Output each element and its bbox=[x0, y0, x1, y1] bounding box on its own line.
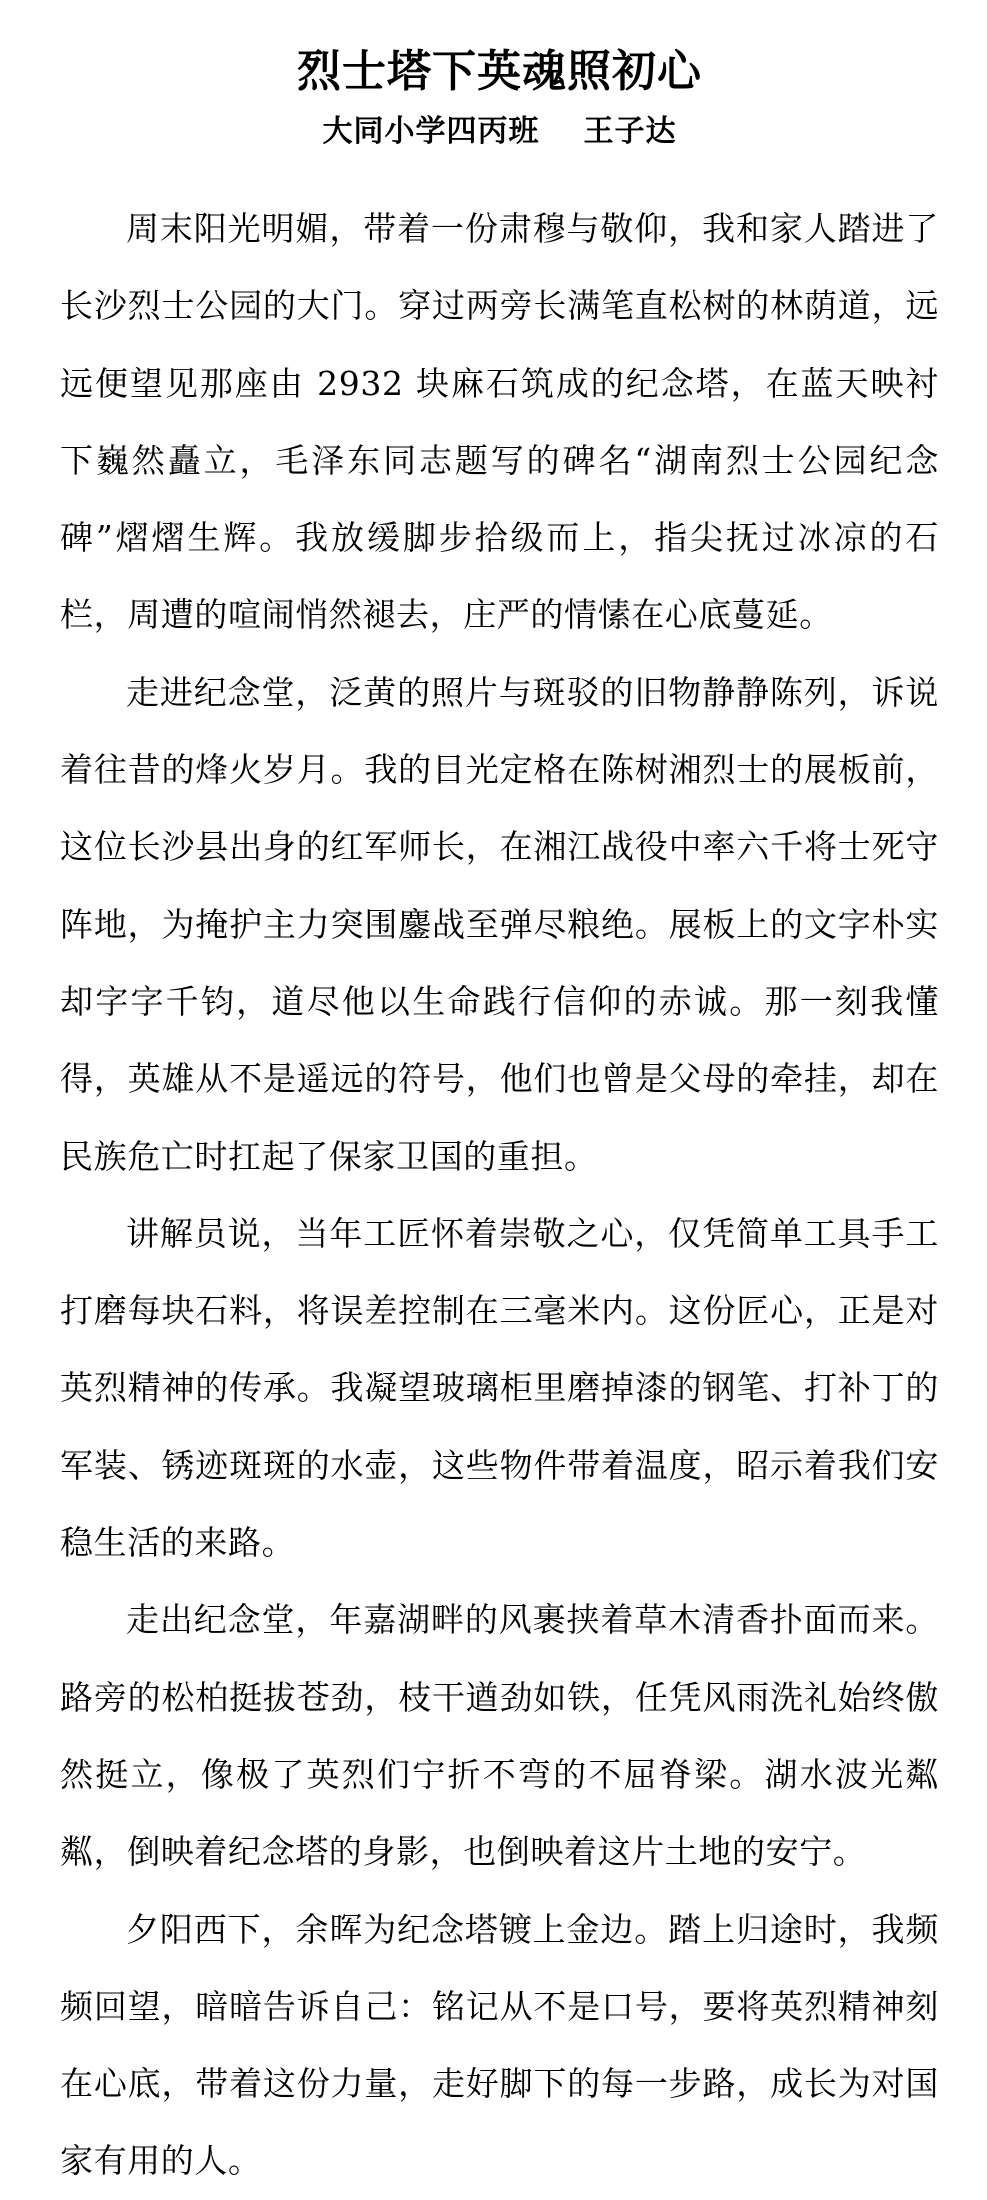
author-name: 王子达 bbox=[583, 114, 677, 149]
paragraph-3: 讲解员说，当年工匠怀着崇敬之心，仅凭简单工具手工打磨每块石料，将误差控制在三毫米内。这份匠心，正是对英烈精神的传承。我凝望玻璃柜里磨掉漆的钢笔、打补丁的军装、锈迹斑斑的水壶，这些物件带着温度，昭示着我们安稳生活的来路。 bbox=[60, 1213, 939, 1563]
paragraph-4: 走出纪念堂，年嘉湖畔的风裹挟着草木清香扑面而来。路旁的松柏挺拔苍劲，枝干遒劲如铁，任凭风雨洗礼始终傲然挺立，像极了英烈们宁折不弯的不屈脊梁。湖水波光粼粼，倒映着纪念塔的身影，也倒映着这片土地的安宁。 bbox=[60, 1600, 939, 1872]
article-title: 烈士塔下英魂照初心 bbox=[297, 46, 702, 97]
article-body bbox=[60, 190, 939, 2200]
paragraph-2: 走进纪念堂，泛黄的照片与斑驳的旧物静静陈列，诉说着往昔的烽火岁月。我的目光定格在陈树湘烈士的展板前，这位长沙县出身的红军师长，在湘江战役中率六千将士死守阵地，为掩护主力突围鏖战至弹尽粮绝。展板上的文字朴实却字字千钧，道尽他以生命践行信仰的赤诚。那一刻我懂得，英雄从不是遥远的符号，他们也曾是父母的牵挂，却在民族危亡时扛起了保家卫国的重担。 bbox=[60, 672, 939, 1176]
paragraph-5: 夕阳西下，余晖为纪念塔镀上金边。踏上归途时，我频频回望，暗暗告诉自己：铭记从不是口号，要将英烈精神刻在心底，带着这份力量，走好脚下的每一步路，成长为对国家有用的人。 bbox=[60, 1909, 939, 2181]
school-class: 大同小学四丙班 bbox=[322, 114, 540, 149]
paragraph-1: 周末阳光明媚，带着一份肃穆与敬仰，我和家人踏进了长沙烈士公园的大门。穿过两旁长满笔直松树的林荫道，远远便望见那座由 2932 块麻石筑成的纪念塔，在蓝天映衬下巍然矗立，毛泽东同志题写的碑名“湖南烈士公园纪念碑”熠熠生辉。我放缓脚步拾级而上，指尖抚过冰凉的石栏，周遭的喧闹悄然褪去，庄严的情愫在心底蔓延。 bbox=[60, 209, 939, 635]
article-byline bbox=[60, 110, 939, 154]
